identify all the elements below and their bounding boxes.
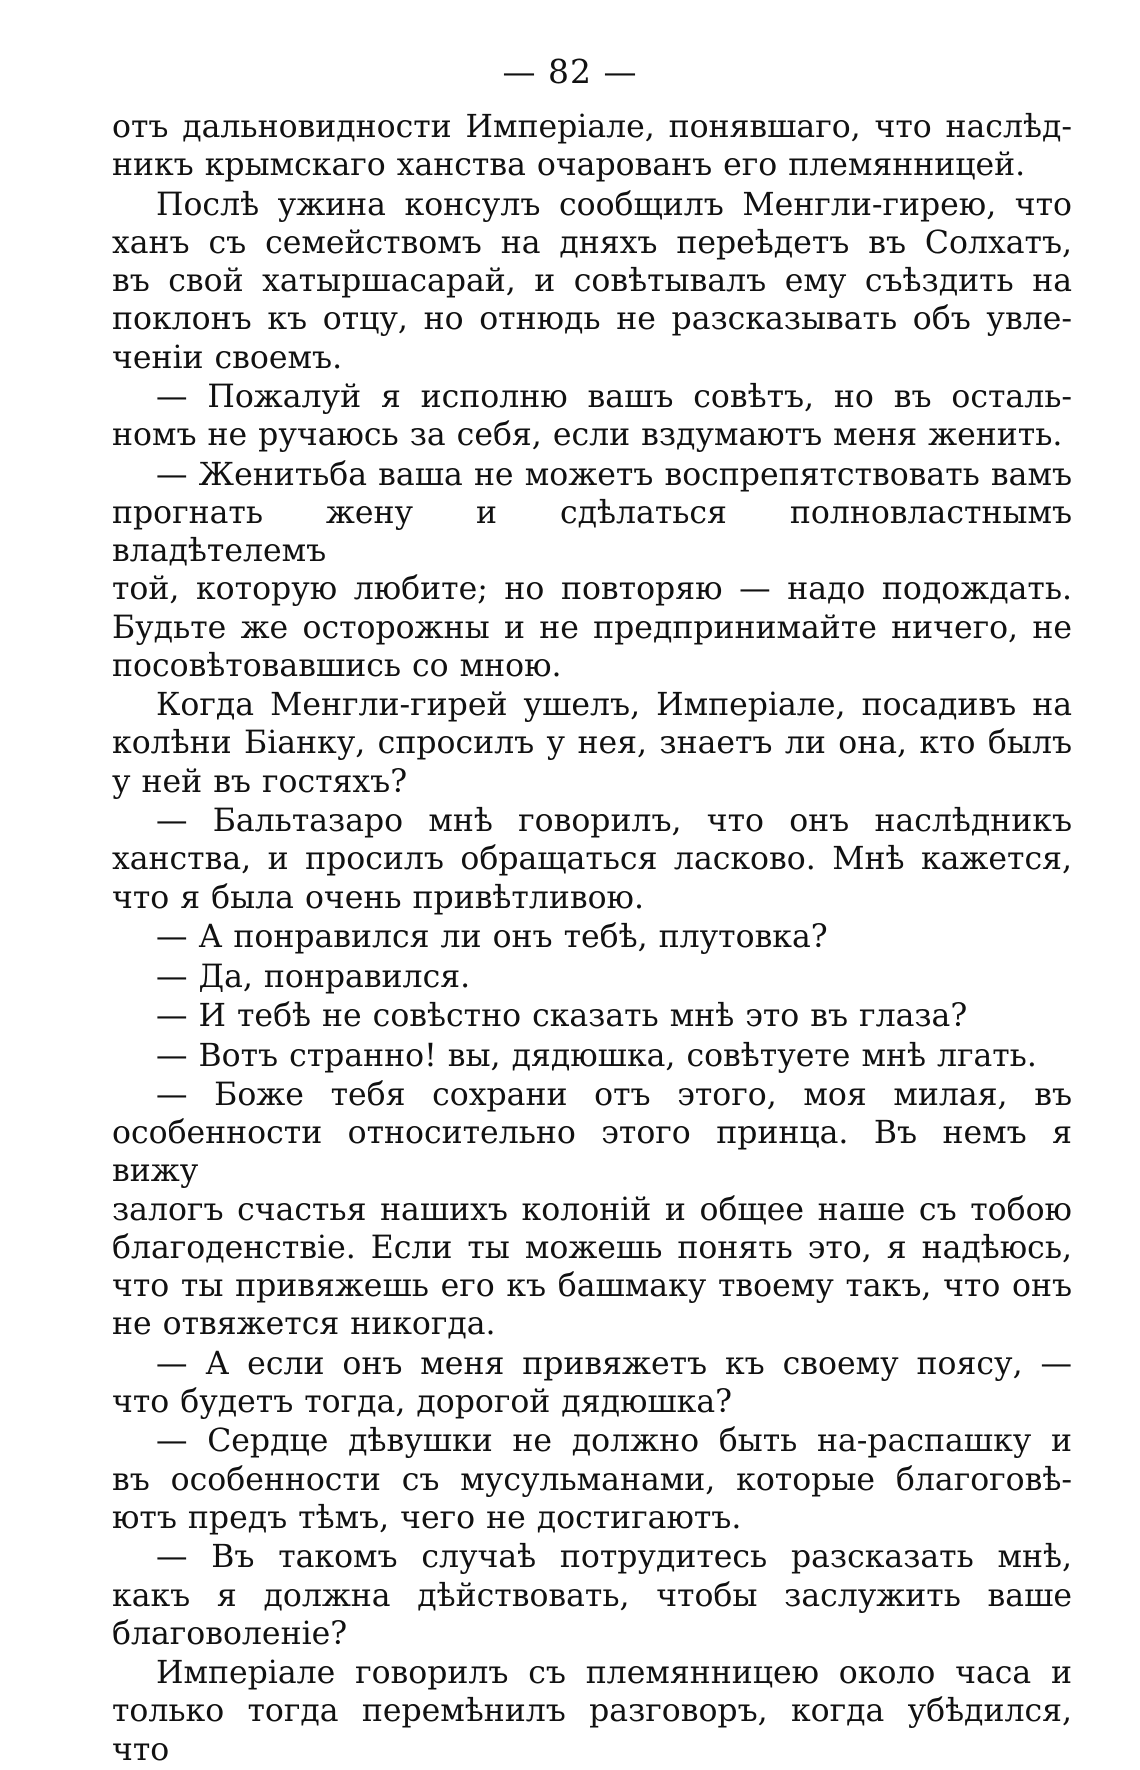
text-line: колѣни Біанку, спросилъ у нея, знаетъ ли она, кто былъ — [112, 725, 1072, 762]
text-line: особенности относительно этого принца. Въ немъ я вижу — [112, 1115, 1072, 1190]
text-line: — А понравился ли онъ тебѣ, плутовка? — [156, 919, 828, 956]
text-line: только тогда перемѣнилъ разговоръ, когда убѣдился, что — [112, 1693, 1072, 1768]
text-line: ханъ съ семействомъ на дняхъ переѣдетъ въ Солхатъ, — [112, 224, 1072, 261]
text-line: не отвяжется никогда. — [112, 1306, 496, 1343]
text-line: — Женитьба ваша не можетъ воспрепятствовать вамъ — [156, 456, 1072, 493]
paragraph — [112, 1345, 1072, 1421]
text-line: въ особенности съ мусульманами, которые благоговѣ- — [112, 1461, 1072, 1498]
text-line: въ свой хатыршасарай, и совѣтывалъ ему съѣздить на — [112, 263, 1072, 300]
text-line: — Бальтазаро мнѣ говорилъ, что онъ наслѣдникъ — [156, 803, 1072, 840]
text-line: той, которую любите; но повторяю — надо подождать. — [112, 571, 1072, 608]
text-line: — Вотъ странно! вы, дядюшка, совѣтуете мнѣ лгать. — [156, 1037, 1037, 1074]
paragraph — [112, 378, 1072, 454]
text-line: что будетъ тогда, дорогой дядюшка? — [112, 1383, 733, 1420]
paragraph — [112, 1422, 1072, 1537]
text-line: отъ дальновидности Имперіале, понявшаго, что наслѣд- — [112, 109, 1072, 145]
text-line: благоденствіе. Если ты можешь понять это, я надѣюсь, — [112, 1229, 1072, 1266]
text-line: — Сердце дѣвушки не должно быть на-распашку и — [156, 1423, 1072, 1460]
paragraph — [112, 802, 1072, 917]
text-line: — Въ такомъ случаѣ потрудитесь разсказать мнѣ, — [156, 1539, 1072, 1576]
text-line: Когда Менгли-гирей ушелъ, Имперіале, посадивъ на — [156, 687, 1072, 724]
text-line: ханства, и просилъ обращаться ласково. Мнѣ кажется, — [112, 841, 1072, 878]
text-line: — Боже тебя сохрани отъ этого, моя милая, въ — [156, 1077, 1072, 1114]
paragraph — [112, 1654, 1072, 1769]
text-line: — И тебѣ не совѣстно сказать мнѣ это въ глаза? — [156, 998, 968, 1035]
text-line: посовѣтовавшись со мною. — [112, 647, 562, 684]
paragraph — [112, 918, 1072, 956]
paragraph — [112, 456, 1072, 685]
text-line: ченіи своемъ. — [112, 339, 343, 376]
text-line: благоволеніе? — [112, 1615, 348, 1652]
text-line: ютъ предъ тѣмъ, чего не достигаютъ. — [112, 1499, 742, 1536]
paragraph — [112, 686, 1072, 801]
text-line: номъ не ручаюсь за себя, если вздумаютъ меня женить. — [112, 417, 1063, 454]
text-line: у ней въ гостяхъ? — [112, 763, 408, 800]
text-line: поклонъ къ отцу, но отнюдь не разсказывать объ увле- — [112, 301, 1072, 338]
paragraph — [112, 1076, 1072, 1343]
text-line: никъ крымскаго ханства очарованъ его племянницей. — [112, 147, 1026, 184]
paragraph — [112, 108, 1072, 184]
paragraph — [112, 186, 1072, 377]
text-line: какъ я должна дѣйствовать, чтобы заслужить ваше — [112, 1577, 1072, 1614]
text-line: что ты привяжешь его къ башмаку твоему такъ, что онъ — [112, 1268, 1072, 1305]
text-line: Будьте же осторожны и не предпринимайте ничего, не — [112, 609, 1072, 646]
text-line: — Пожалуй я исполню вашъ совѣтъ, но въ осталь- — [156, 379, 1072, 416]
paragraph — [112, 958, 1072, 996]
text-line: Имперіале говорилъ съ племянницею около часа и — [156, 1655, 1072, 1692]
text-line: — А если онъ меня привяжетъ къ своему поясу, — — [156, 1345, 1072, 1382]
paragraph — [112, 1538, 1072, 1653]
paragraph — [112, 997, 1072, 1035]
text-line: что я была очень привѣтливою. — [112, 879, 644, 916]
text-line: прогнать жену и сдѣлаться полновластнымъ владѣтелемъ — [112, 494, 1072, 570]
text-line: залогъ счастья нашихъ колоній и общее наше съ тобою — [112, 1191, 1072, 1228]
text-line: Послѣ ужина консулъ сообщилъ Менгли-гирею, что — [156, 186, 1072, 223]
paragraph — [112, 1037, 1072, 1075]
body-text — [112, 108, 1072, 1770]
text-line: — Да, понравился. — [156, 958, 471, 995]
page-number: — 82 — — [502, 52, 638, 91]
